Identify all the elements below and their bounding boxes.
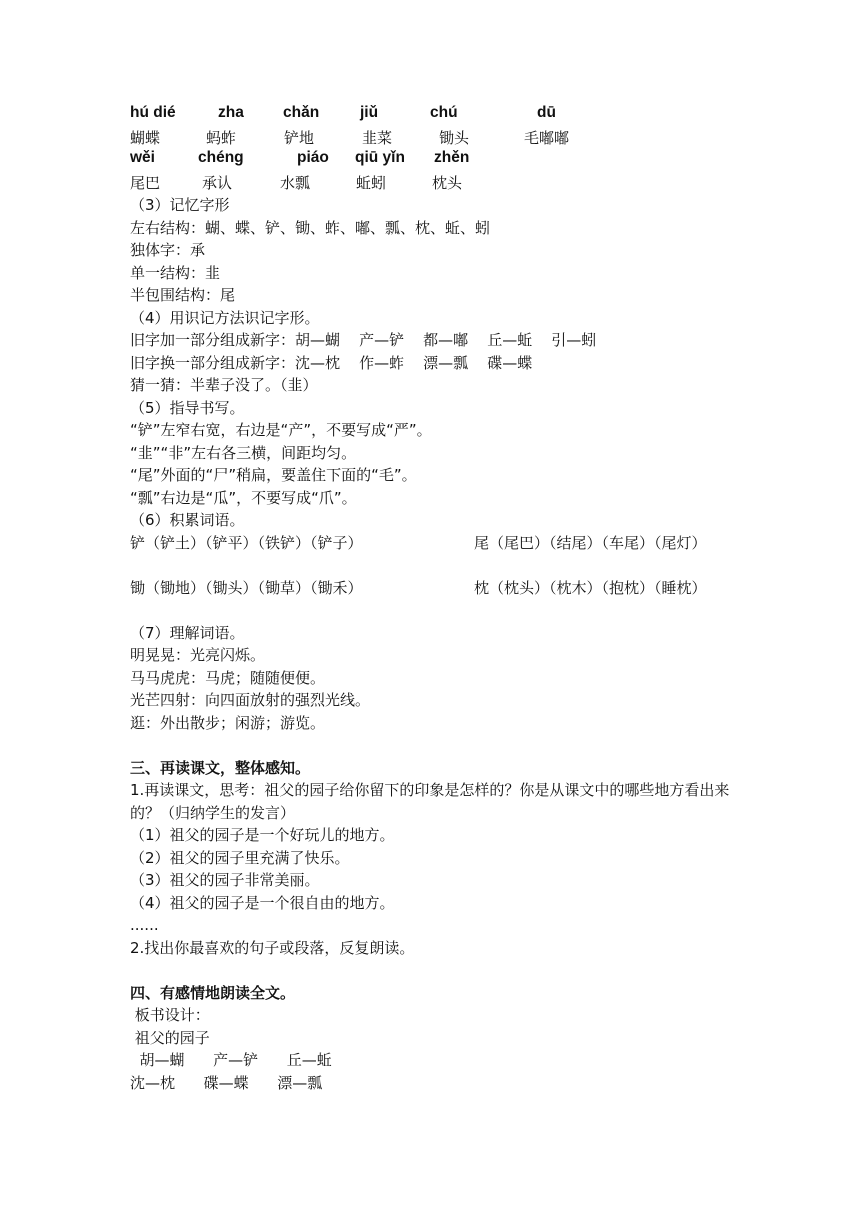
pinyin: jiǔ [360, 104, 379, 121]
word: 水瓢 [280, 173, 311, 192]
text-line: 左右结构：蝴、蝶、铲、锄、蚱、嘟、瓢、枕、蚯、蚓 [130, 218, 491, 237]
text-line: 独体字：承 [130, 241, 206, 259]
list-item: （2）祖父的园子里充满了快乐。 [130, 848, 350, 867]
word: 蝴蝶 [130, 128, 161, 147]
text-line: 旧字换一部分组成新字：沈—枕 作—蚱 漂—瓢 碟—蝶 [130, 353, 533, 372]
word: 蚂蚱 [206, 128, 237, 147]
text-line: 光芒四射：向四面放射的强烈光线。 [130, 691, 371, 709]
question-text: 1.再读课文，思考：祖父的园子给你留下的印象是怎样的？你是从课文中的哪些地方看出来的？（归纳学生的发言） [130, 781, 730, 822]
hanzi-row-2 [130, 172, 732, 195]
pinyin: chǎn [283, 104, 320, 121]
word: 承认 [202, 173, 233, 192]
pinyin: wěi [130, 149, 155, 166]
list-item: （3）祖父的园子非常美丽。 [130, 871, 320, 889]
text-line: 旧字加一部分组成新字：胡—蝴 产—铲 都—嘟 丘—蚯 引—蚓 [130, 331, 597, 349]
board-row: 沈—枕 碟—蝶 漂—瓢 [130, 1073, 323, 1092]
text-line: 逛：外出散步；闲游；游览。 [130, 713, 326, 732]
text-line: 马马虎虎：马虎；随随便便。 [130, 668, 326, 687]
word-group: 尾（尾巴）（结尾）（车尾）（尾灯） [474, 533, 707, 552]
word-group: 枕（枕头）（枕木）（抱枕）（睡枕） [474, 578, 707, 597]
word-group: 铲（铲土）（铲平）（铁铲）（铲子） [130, 533, 363, 552]
spacer [130, 734, 732, 757]
pinyin: chéng [198, 149, 244, 166]
hanzi-row-1 [130, 127, 732, 150]
word: 毛嘟嘟 [524, 128, 570, 147]
word: 枕头 [432, 173, 463, 192]
ellipsis: ...... [130, 916, 159, 934]
pinyin-row-1 [130, 104, 732, 127]
board-title: 祖父的园子 [130, 1028, 210, 1047]
pinyin: zhěn [434, 149, 470, 166]
text-line: （5）指导书写。 [130, 398, 245, 417]
pinyin-row-2 [130, 149, 732, 172]
section-heading: 三、再读课文，整体感知。 [130, 758, 311, 777]
text-line: “尾”外面的“尸”稍扁，要盖住下面的“毛”。 [130, 466, 417, 484]
text-line: “瓢”右边是“瓜”，不要写成“爪”。 [130, 488, 357, 507]
word: 蚯蚓 [356, 173, 387, 192]
text-line: （6）积累词语。 [130, 511, 245, 529]
list-item: （4）祖父的园子是一个很自由的地方。 [130, 893, 395, 912]
text-line: “铲”左窄右宽，右边是“产”，不要写成“严”。 [130, 421, 432, 439]
document-page [130, 104, 732, 1094]
board-row: 胡—蝴 产—铲 丘—蚯 [130, 1051, 332, 1069]
word: 韭菜 [362, 128, 393, 147]
text-line: “韭”“非”左右各三横，间距均匀。 [130, 443, 357, 462]
text-line: （7）理解词语。 [130, 623, 245, 642]
word: 铲地 [284, 128, 315, 147]
word: 尾巴 [130, 173, 161, 192]
pinyin: zha [218, 104, 244, 121]
section-heading: 四、有感情地朗读全文。 [130, 983, 296, 1002]
list-item: 2.找出你最喜欢的句子或段落，反复朗读。 [130, 938, 415, 957]
text-line: 半包围结构：尾 [130, 286, 236, 304]
pinyin: qiū yǐn [355, 149, 405, 166]
pinyin: hú dié [130, 104, 176, 121]
pinyin: dū [537, 104, 556, 121]
pinyin: chú [430, 104, 458, 121]
text-line: 明晃晃：光亮闪烁。 [130, 646, 266, 664]
word-group: 锄（锄地）（锄头）（锄草）（锄禾） [130, 578, 363, 597]
text-line: 单一结构：韭 [130, 263, 221, 282]
spacer [130, 959, 732, 982]
word: 锄头 [439, 128, 470, 147]
pinyin: piáo [297, 149, 329, 166]
list-item: （1）祖父的园子是一个好玩儿的地方。 [130, 826, 395, 844]
word-group-row-1 [130, 532, 732, 577]
text-line: （4）用识记方法识记字形。 [130, 308, 320, 327]
text-line: （3）记忆字形 [130, 196, 230, 214]
text-line: 猜一猜：半辈子没了。（韭） [130, 376, 318, 394]
word-group-row-2 [130, 577, 732, 622]
board-label: 板书设计： [130, 1006, 210, 1024]
